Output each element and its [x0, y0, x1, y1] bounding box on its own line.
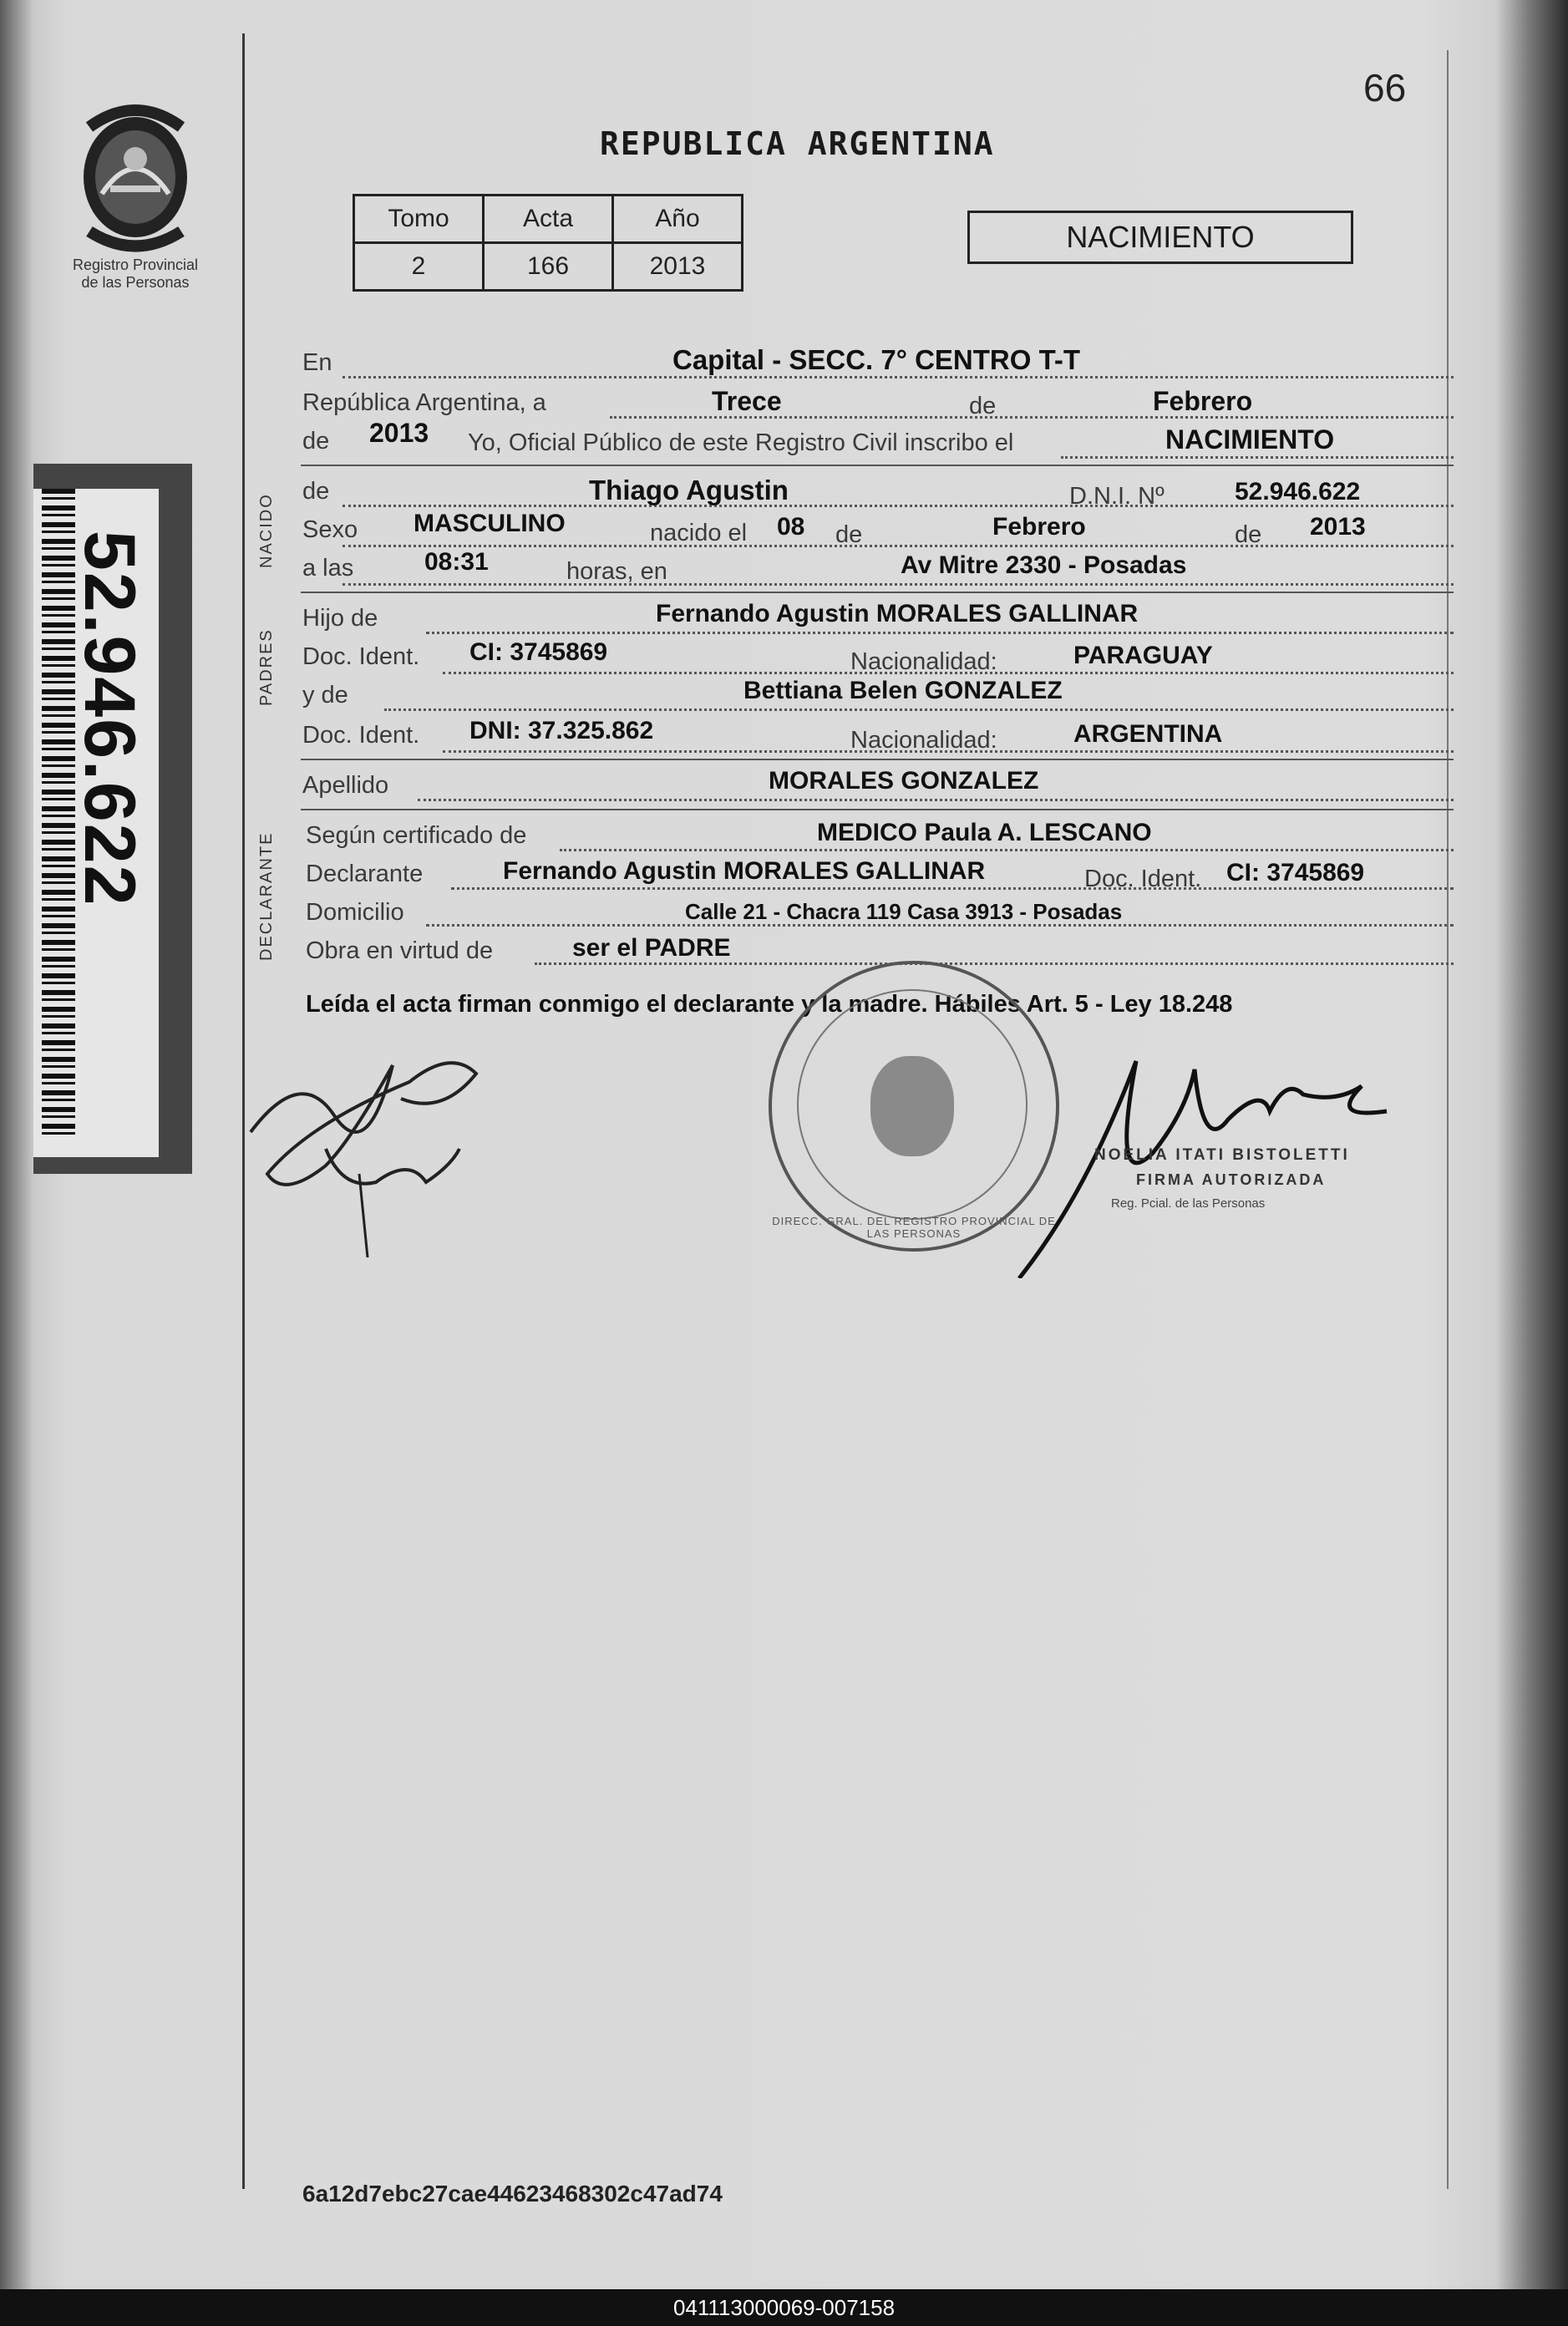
birth-day: 08: [777, 513, 805, 541]
section-rule: [301, 592, 1454, 593]
ano-value: 2013: [613, 243, 743, 291]
registry-line2: de las Personas: [81, 274, 190, 291]
id-sticker: [33, 464, 192, 1174]
declarant-doc-label: Doc. Ident.: [1084, 866, 1202, 892]
republica-label: República Argentina, a: [302, 389, 546, 416]
a-las-label: a las: [302, 555, 354, 582]
registry-line1: Registro Provincial: [72, 256, 199, 273]
dotted-line: [443, 750, 1454, 753]
stamp-emblem-icon: [870, 1056, 954, 1156]
birth-time: 08:31: [424, 548, 489, 576]
father-name: Fernando Agustin MORALES GALLINAR: [656, 600, 1139, 627]
section-rule: [301, 809, 1454, 810]
mother-nat-label: Nacionalidad:: [850, 727, 997, 754]
dotted-line: [1061, 456, 1454, 459]
document-hash: 6a12d7ebc27cae44623468302c47ad74: [302, 2181, 723, 2207]
acta-value: 166: [484, 243, 613, 291]
day-word: Trece: [712, 386, 782, 416]
page-number: 66: [1363, 66, 1407, 109]
acta-header: Acta: [484, 196, 613, 243]
book-reference-table: [353, 194, 743, 292]
section-rule: [301, 759, 1454, 760]
mother-nationality: ARGENTINA: [1073, 720, 1223, 748]
act-type-box: NACIMIENTO: [967, 211, 1353, 264]
signer-title: FIRMA AUTORIZADA: [1136, 1171, 1327, 1188]
right-margin-line: [1447, 50, 1449, 2189]
dotted-line: [451, 887, 1454, 890]
inscribo-value: NACIMIENTO: [1165, 424, 1335, 455]
child-name: Thiago Agustin: [589, 475, 789, 505]
declarant-name: Fernando Agustin MORALES GALLINAR: [503, 857, 986, 885]
inscribo-text: Yo, Oficial Público de este Registro Civil inscribo el: [468, 429, 1014, 456]
declarante-label: Declarante: [306, 861, 424, 887]
dotted-line: [418, 799, 1454, 801]
segun-label: Según certificado de: [306, 822, 527, 849]
section-label-declarante: DECLARANTE: [257, 831, 276, 961]
birth-place: Av Mitre 2330 - Posadas: [901, 551, 1187, 579]
registry-logo: [52, 94, 219, 292]
birth-year: 2013: [1310, 513, 1366, 541]
father-nat-label: Nacionalidad:: [850, 648, 997, 675]
declarant-doc: CI: 3745869: [1226, 859, 1365, 886]
section-label-padres: PADRES: [257, 628, 276, 706]
registration-year: 2013: [369, 418, 429, 448]
dotted-line: [343, 545, 1454, 547]
birth-month: Febrero: [992, 513, 1086, 541]
hijo-de-label: Hijo de: [302, 605, 378, 632]
certificate-issuer: MEDICO Paula A. LESCANO: [817, 819, 1152, 846]
father-nationality: PARAGUAY: [1073, 642, 1213, 669]
place-of-registration: Capital - SECC. 7° CENTRO T-T: [672, 344, 1081, 375]
child-sex: MASCULINO: [414, 510, 566, 537]
obra-label: Obra en virtud de: [306, 937, 494, 964]
dotted-line: [384, 708, 1454, 711]
en-label: En: [302, 349, 332, 376]
declarant-address: Calle 21 - Chacra 119 Casa 3913 - Posadas: [685, 899, 1123, 924]
dotted-line: [443, 672, 1454, 674]
sexo-label: Sexo: [302, 516, 358, 543]
tomo-value: 2: [354, 243, 484, 291]
dotted-line: [426, 924, 1454, 927]
sticker-dni: 52.946.622: [69, 531, 150, 907]
sticker-label: [33, 489, 159, 1157]
horas-label: horas, en: [566, 558, 667, 585]
child-dni: 52.946.622: [1235, 478, 1361, 505]
closing-text: Leída el acta firman conmigo el declarante y la madre. Hábiles Art. 5 - Ley 18.248: [306, 991, 1233, 1018]
section-rule: [301, 465, 1454, 466]
apellido-label: Apellido: [302, 772, 389, 799]
dotted-line: [535, 962, 1454, 965]
dni-label: D.N.I. Nº: [1069, 483, 1165, 510]
dotted-line: [426, 632, 1454, 634]
father-doc: CI: 3745869: [469, 638, 608, 666]
de-label: de: [969, 393, 997, 419]
country-title: REPUBLICA ARGENTINA: [600, 125, 995, 162]
obra-value: ser el PADRE: [572, 934, 731, 962]
birth-de-2: de: [1235, 521, 1262, 548]
child-surname: MORALES GONZALEZ: [769, 767, 1039, 795]
declarant-signature: [234, 1015, 568, 1266]
official-stamp: [769, 961, 1059, 1252]
mother-doc: DNI: 37.325.862: [469, 717, 654, 744]
signer-office: Reg. Pcial. de las Personas: [1111, 1196, 1266, 1211]
coat-of-arms-icon: [69, 94, 202, 252]
signer-name: NOELIA ITATI BISTOLETTI: [1094, 1146, 1350, 1164]
domicilio-label: Domicilio: [306, 899, 404, 926]
father-doc-label: Doc. Ident.: [302, 643, 420, 670]
dotted-line: [560, 849, 1454, 851]
mother-name: Bettiana Belen GONZALEZ: [743, 677, 1063, 704]
year-label: de: [302, 428, 330, 455]
section-label-nacido: NACIDO: [257, 493, 276, 568]
nacido-de-label: de: [302, 478, 330, 505]
tomo-header: Tomo: [354, 196, 484, 243]
ano-header: Año: [613, 196, 743, 243]
dotted-line: [343, 583, 1454, 586]
registration-month: Febrero: [1153, 386, 1253, 416]
y-de-label: y de: [302, 682, 348, 708]
mother-doc-label: Doc. Ident.: [302, 722, 420, 749]
birth-de-1: de: [835, 521, 863, 548]
nacido-el-label: nacido el: [650, 520, 748, 546]
dotted-line: [343, 376, 1454, 378]
stamp-text: DIRECC. GRAL. DEL REGISTRO PROVINCIAL DE LAS PERSONAS: [772, 1215, 1056, 1240]
footer-code: 041113000069-007158: [0, 2289, 1568, 2326]
